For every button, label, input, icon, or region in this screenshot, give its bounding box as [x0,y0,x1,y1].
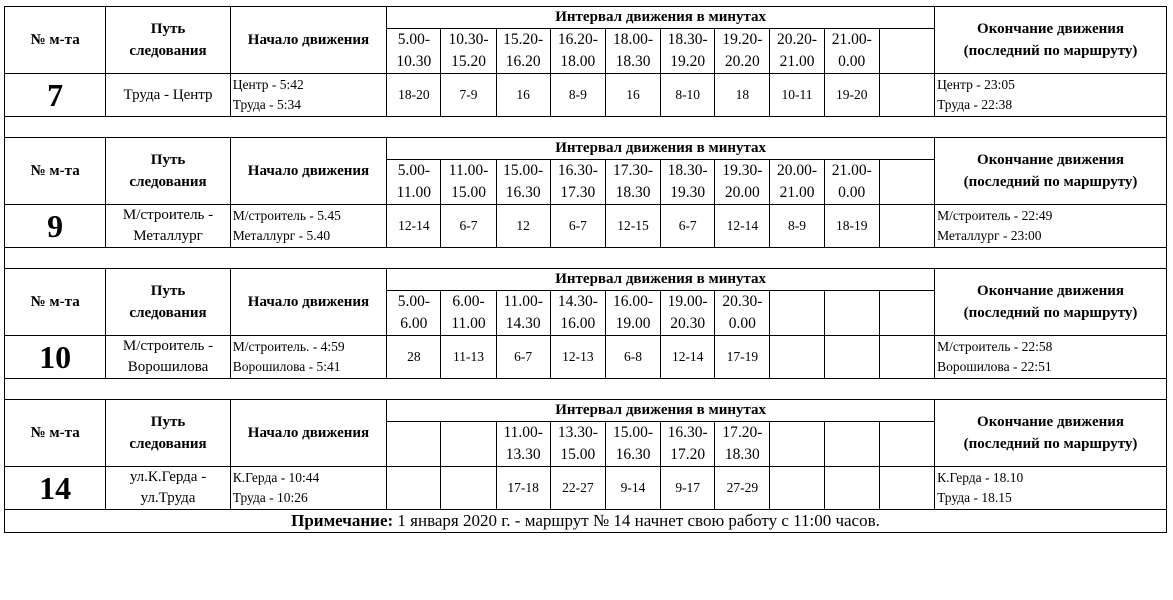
interval-cell [605,336,660,379]
interval-value: 12-14 [726,218,759,233]
time-range-end: 18.30 [615,53,651,70]
time-range-end: 14.30 [505,315,541,332]
time-range-start: 15.00- [503,162,544,179]
time-range-end: 15.20 [451,53,486,70]
time-range-end: 19.30 [670,184,706,201]
time-range-cell [770,291,824,336]
time-range-start: 21.00- [831,162,872,179]
time-range-start: 18.00- [613,31,654,48]
interval-cell [441,467,496,510]
time-range-end: 17.30 [560,184,596,201]
time-range-start: 16.30- [667,424,708,441]
interval-cell [605,205,660,248]
time-range-cell [770,160,824,205]
time-range-cell [715,291,770,336]
time-range-cell [550,291,605,336]
interval-cell [715,205,770,248]
schedule-table [4,6,1167,533]
end-header [935,7,1167,74]
interval-value: 16 [516,87,530,102]
start-header [230,7,387,74]
time-range-end: 16.30 [505,184,541,201]
route-row [5,467,1167,510]
interval-value: 18-19 [835,218,868,233]
time-range-end: 20.30 [670,315,706,332]
end-header-line1: Окончание движения [977,152,1125,168]
route-number-header [5,7,106,74]
route-number-header [5,269,106,336]
start-header-text: Начало движения [247,32,370,48]
time-range-cell [441,160,496,205]
time-range-end: 0.00 [728,315,756,332]
route-number [5,74,106,117]
interval-header [387,269,935,291]
time-range-start: 13.30- [557,424,598,441]
interval-cell [661,205,715,248]
time-range-start: 19.30- [722,162,763,179]
time-range-start: 5.00- [397,293,430,310]
route-number-text: 10 [39,338,72,375]
route-number-header [5,138,106,205]
interval-cell [661,74,715,117]
time-range-cell [879,291,934,336]
interval-value: 6-7 [568,218,587,233]
start-time-line: Центр - 5:42 [232,77,304,92]
start-time-line: Металлург - 5.40 [232,228,331,243]
interval-value: 19-20 [835,87,868,102]
start-times [230,74,387,117]
time-range-end: 15.00 [560,446,596,463]
interval-cell [550,74,605,117]
time-range-end: 18.00 [560,53,596,70]
header-row [5,138,1167,160]
interval-value: 28 [407,349,421,364]
start-header [230,400,387,467]
interval-value: 18-20 [398,87,430,102]
path-header-line1: Путь [150,414,186,430]
start-times [230,336,387,379]
interval-cell [550,336,605,379]
time-range-cell [605,29,660,74]
time-range-start: 19.20- [722,31,763,48]
time-range-start: 15.00- [613,424,654,441]
separator-cell [5,379,1167,400]
time-range-cell [550,29,605,74]
interval-cell [879,205,934,248]
interval-value: 7-9 [459,87,478,102]
time-range-start: 5.00- [397,162,430,179]
interval-header-text: Интервал движения в минутах [555,140,767,156]
start-header-text: Начало движения [247,163,370,179]
route-number-text: 14 [39,469,72,506]
time-range-cell [550,422,605,467]
time-range-end: 10.30 [396,53,432,70]
interval-value: 8-9 [568,87,587,102]
interval-value: 6-7 [514,349,533,364]
path-header [106,269,230,336]
path-header-line2: следования [129,174,207,190]
separator-row [5,248,1167,269]
route-row [5,74,1167,117]
route-path-line: ул.Труда [140,490,196,506]
interval-value: 9-14 [620,480,646,495]
end-header [935,269,1167,336]
interval-value: 8-9 [788,218,807,233]
interval-cell [496,74,550,117]
time-range-cell [770,29,824,74]
route-number-header-text: № м-та [30,32,80,48]
time-range-cell [770,422,824,467]
time-range-start: 5.00- [397,31,430,48]
path-header [106,7,230,74]
schedule-body [5,7,1167,533]
interval-cell [605,467,660,510]
end-header-line2: (последний по маршруту) [963,305,1138,321]
interval-cell [441,336,496,379]
interval-header-text: Интервал движения в минутах [555,271,767,287]
route-path-line: М/строитель - [122,338,214,354]
interval-cell [879,74,934,117]
time-range-cell [496,422,550,467]
interval-value: 17-19 [726,349,759,364]
time-range-cell [824,291,879,336]
time-range-start: 11.00- [503,293,543,310]
interval-cell [824,74,879,117]
time-range-start: 17.30- [613,162,654,179]
route-row [5,336,1167,379]
interval-cell [387,467,441,510]
route-path [106,336,230,379]
time-range-cell [661,29,715,74]
separator-row [5,379,1167,400]
route-path-line: М/строитель - [122,207,214,223]
interval-cell [387,205,441,248]
time-range-cell [879,160,934,205]
time-range-start: 6.00- [452,293,485,310]
route-number [5,336,106,379]
path-header-line2: следования [129,43,207,59]
interval-header [387,138,935,160]
time-range-cell [715,29,770,74]
time-range-end: 15.00 [451,184,486,201]
time-range-cell [441,291,496,336]
time-range-end: 20.20 [724,53,760,70]
end-header [935,400,1167,467]
interval-value: 12-14 [398,218,430,233]
end-times [935,467,1167,510]
interval-cell [387,336,441,379]
time-range-start: 21.00- [831,31,872,48]
time-range-end: 11.00 [451,315,486,332]
interval-cell [496,205,550,248]
time-range-start: 11.00- [448,162,489,179]
start-header [230,138,387,205]
interval-cell [824,336,879,379]
time-range-cell [605,291,660,336]
start-time-line: М/строитель - 5.45 [232,208,341,223]
end-header-line2: (последний по маршруту) [963,436,1138,452]
end-time-line: Труда - 18.15 [937,490,1012,505]
interval-cell [496,467,550,510]
time-range-start: 18.30- [667,162,708,179]
end-time-line: К.Герда - 18.10 [937,470,1024,485]
route-path-line: Металлург [133,228,203,244]
route-path-line: Труда - Центр [123,86,213,103]
interval-cell [387,74,441,117]
interval-value: 6-7 [678,218,697,233]
path-header-line1: Путь [150,21,186,37]
route-number [5,467,106,510]
time-range-start: 11.00- [503,424,543,441]
end-times [935,74,1167,117]
time-range-cell [387,160,441,205]
separator-cell [5,117,1167,138]
path-header-line1: Путь [150,283,186,299]
time-range-end: 16.00 [560,315,596,332]
time-range-end: 16.30 [615,446,651,463]
route-path [106,205,230,248]
interval-value: 16 [626,87,640,102]
interval-value: 6-8 [624,349,643,364]
time-range-start: 14.30- [557,293,598,310]
interval-value: 22-27 [562,480,594,495]
route-path-line: Ворошилова [127,359,209,375]
interval-value: 18 [735,87,750,102]
interval-cell [879,467,934,510]
end-header-line1: Окончание движения [977,414,1125,430]
time-range-end: 18.30 [615,184,651,201]
time-range-cell [605,160,660,205]
time-range-start: 19.00- [667,293,708,310]
time-range-cell [824,422,879,467]
start-times [230,467,387,510]
interval-cell [879,336,934,379]
route-path [106,74,230,117]
time-range-start: 20.30- [722,293,763,310]
time-range-cell [661,422,715,467]
interval-cell [441,205,496,248]
path-header [106,400,230,467]
interval-cell [715,467,770,510]
time-range-cell [387,291,441,336]
time-range-cell [824,29,879,74]
time-range-cell [496,29,550,74]
route-path-line: ул.К.Герда - [129,469,207,485]
time-range-end: 21.00 [779,53,815,70]
time-range-end: 6.00 [400,315,428,332]
interval-cell [550,205,605,248]
time-range-end: 17.20 [670,446,706,463]
time-range-start: 17.20- [722,424,763,441]
time-range-cell [550,160,605,205]
interval-cell [715,74,770,117]
time-range-cell [387,422,441,467]
time-range-cell [661,160,715,205]
note-text: 1 января 2020 г. - маршрут № 14 начнет свою работу с 11:00 часов. [393,511,880,530]
time-range-cell [496,291,550,336]
start-time-line: Труда - 5:34 [232,97,302,112]
start-time-line: Труда - 10:26 [232,490,308,505]
end-time-line: М/строитель - 22:58 [937,339,1053,354]
time-range-end: 0.00 [838,53,866,70]
route-number-header [5,400,106,467]
time-range-cell [879,422,934,467]
end-header-line1: Окончание движения [977,21,1125,37]
interval-value: 12-13 [562,349,594,364]
path-header-line2: следования [129,436,207,452]
end-times [935,336,1167,379]
end-header-line2: (последний по маршруту) [963,174,1138,190]
route-number-header-text: № м-та [30,425,80,441]
time-range-start: 18.30- [667,31,708,48]
interval-cell [496,336,550,379]
time-range-start: 16.30- [557,162,598,179]
time-range-cell [879,29,934,74]
time-range-start: 16.00- [613,293,654,310]
time-range-end: 19.00 [615,315,651,332]
time-range-end: 19.20 [670,53,706,70]
route-number-header-text: № м-та [30,163,80,179]
time-range-end: 20.00 [724,184,760,201]
time-range-start: 20.00- [777,162,818,179]
interval-cell [770,336,824,379]
time-range-cell [441,422,496,467]
start-header [230,269,387,336]
interval-cell [770,74,824,117]
time-range-start: 10.30- [448,31,489,48]
time-range-end: 0.00 [838,184,866,201]
end-time-line: Металлург - 23:00 [937,228,1042,243]
interval-cell [770,467,824,510]
interval-value: 17-18 [507,480,539,495]
note-label: Примечание: [291,511,394,530]
path-header-line1: Путь [150,152,186,168]
interval-value: 8-10 [675,87,701,102]
interval-header [387,7,935,29]
interval-cell [605,74,660,117]
time-range-cell [441,29,496,74]
start-times [230,205,387,248]
route-number [5,205,106,248]
start-header-text: Начало движения [247,294,370,310]
end-header-line2: (последний по маршруту) [963,43,1138,59]
interval-value: 11-13 [453,349,484,364]
time-range-cell [661,291,715,336]
note-cell [5,510,1167,533]
separator-row [5,117,1167,138]
interval-value: 9-17 [675,480,701,495]
path-header-line2: следования [129,305,207,321]
end-time-line: Центр - 23:05 [937,77,1015,92]
time-range-start: 20.20- [777,31,818,48]
route-number-text: 7 [47,76,64,113]
interval-cell [770,205,824,248]
start-time-line: Ворошилова - 5:41 [232,359,341,374]
header-row [5,7,1167,29]
time-range-cell [824,160,879,205]
interval-header [387,400,935,422]
time-range-start: 15.20- [503,31,544,48]
interval-cell [661,336,715,379]
interval-value: 10-11 [781,87,813,102]
route-row [5,205,1167,248]
time-range-cell [715,160,770,205]
interval-cell [661,467,715,510]
time-range-end: 16.20 [505,53,541,70]
time-range-cell [715,422,770,467]
end-times [935,205,1167,248]
route-path [106,467,230,510]
interval-cell [824,467,879,510]
route-number-header-text: № м-та [30,294,80,310]
time-range-start: 16.20- [557,31,598,48]
time-range-end: 11.00 [396,184,431,201]
start-time-line: М/строитель. - 4:59 [232,339,345,354]
interval-value: 12-15 [617,218,649,233]
time-range-cell [387,29,441,74]
route-number-text: 9 [47,207,64,244]
end-header-line1: Окончание движения [977,283,1125,299]
interval-header-text: Интервал движения в минутах [555,402,767,418]
start-time-line: К.Герда - 10:44 [232,470,320,485]
end-header [935,138,1167,205]
interval-cell [441,74,496,117]
start-header-text: Начало движения [247,425,370,441]
interval-value: 6-7 [459,218,478,233]
interval-value: 27-29 [726,480,759,495]
interval-value: 12-14 [671,349,704,364]
time-range-end: 13.30 [505,446,541,463]
note-row [5,510,1167,533]
interval-cell [550,467,605,510]
header-row [5,400,1167,422]
interval-cell [715,336,770,379]
separator-cell [5,248,1167,269]
time-range-end: 18.30 [724,446,760,463]
end-time-line: Ворошилова - 22:51 [937,359,1052,374]
interval-cell [824,205,879,248]
interval-value: 12 [516,218,530,233]
time-range-cell [496,160,550,205]
header-row [5,269,1167,291]
end-time-line: Труда - 22:38 [937,97,1013,112]
time-range-end: 21.00 [779,184,815,201]
time-range-cell [605,422,660,467]
path-header [106,138,230,205]
end-time-line: М/строитель - 22:49 [937,208,1053,223]
interval-header-text: Интервал движения в минутах [555,9,767,25]
